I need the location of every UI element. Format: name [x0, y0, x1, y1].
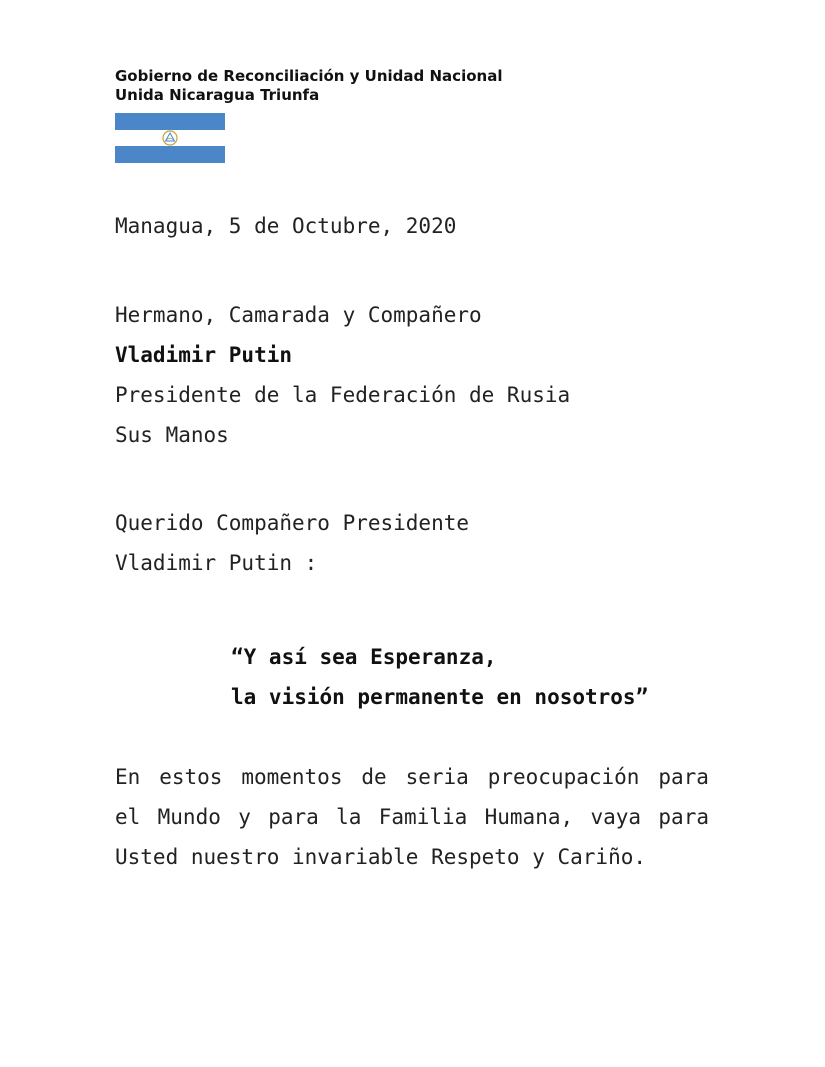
body-word: el [115, 805, 141, 829]
greeting-line-2: Vladimir Putin : [115, 551, 318, 575]
body-line-2 [115, 804, 709, 830]
header-government-name: Gobierno de Reconciliación y Unidad Nacional [115, 67, 503, 85]
quote-line-2: la visión permanente en nosotros” [231, 685, 649, 709]
body-word: preocupación [487, 765, 640, 789]
letter-date: Managua, 5 de Octubre, 2020 [115, 214, 457, 238]
body-line-1 [115, 764, 709, 790]
body-word: de [361, 765, 387, 789]
recipient-title: Presidente de la Federación de Rusia [115, 383, 571, 407]
body-word: momentos [241, 765, 343, 789]
body-line-3: Usted nuestro invariable Respeto y Cariño. [115, 845, 647, 869]
quote-line-1: “Y así sea Esperanza, [231, 645, 497, 669]
flag-stripe-bottom [115, 146, 225, 163]
body-word: Humana, [484, 805, 574, 829]
body-word: seria [405, 765, 469, 789]
body-word: para [658, 765, 709, 789]
flag-coat-of-arms-icon [160, 128, 180, 148]
body-word: para [268, 805, 319, 829]
body-word: Familia [378, 805, 468, 829]
greeting-line-1: Querido Compañero Presidente [115, 511, 470, 535]
header-slogan: Unida Nicaragua Triunfa [115, 86, 320, 104]
body-word: En [115, 765, 141, 789]
nicaragua-flag [115, 113, 225, 163]
body-word: y [238, 805, 251, 829]
recipient-salutation-line: Hermano, Camarada y Compañero [115, 303, 482, 327]
body-word: vaya [590, 805, 642, 829]
recipient-name: Vladimir Putin [115, 343, 293, 367]
recipient-delivery: Sus Manos [115, 423, 229, 447]
body-word: estos [159, 765, 223, 789]
body-word: la [336, 805, 362, 829]
body-word: Mundo [157, 805, 221, 829]
body-word: para [658, 805, 709, 829]
